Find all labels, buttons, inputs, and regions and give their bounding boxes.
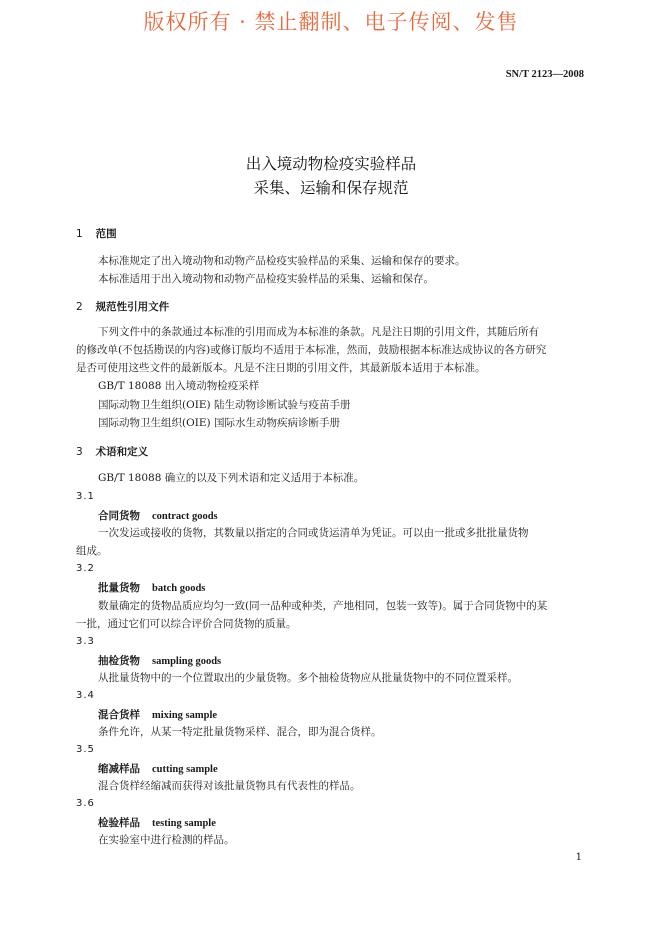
term-definition: 混合货样经缩减而获得对该批量货物具有代表性的样品。 [98,780,361,792]
term-heading [98,707,217,722]
term-english: mixing sample [152,710,218,721]
term-definition: 从批量货物中的一个位置取出的少量货物。多个抽检货物应从批量货物中的不同位置采样。 [98,672,518,684]
term-english: sampling goods [152,656,222,667]
paragraph-line: 是否可使用这些文件的最新版本。凡是不注日期的引用文件，其最新版本适用于本标准。 [76,362,486,374]
term-chinese: 检验样品 [98,817,140,829]
term-english: testing sample [152,818,216,829]
doc-title-line2: 采集、运输和保存规范 [253,179,409,197]
section-2-heading [76,299,169,314]
term-definition: 一批，通过它们可以综合评价合同货物的质量。 [76,618,297,630]
term-chinese: 缩减样品 [98,763,140,775]
watermark-banner: 版权所有 · 禁止翻制、电子传阅、发售 [143,10,519,34]
term-chinese: 批量货物 [98,582,140,594]
paragraph: 本标准规定了出入境动物和动物产品检疫实验样品的采集、运输和保存的要求。 [98,255,466,267]
term-english: batch goods [152,583,206,594]
section-title: 规范性引用文件 [95,301,170,313]
section-number: 1 [76,228,83,240]
term-number: 3.5 [76,744,95,755]
section-title: 范围 [95,228,117,240]
term-heading [98,815,216,830]
section-1-heading [76,226,117,241]
reference-item: 国际动物卫生组织(OIE) 国际水生动物疾病诊断手册 [98,417,340,429]
term-number: 3.3 [76,636,95,647]
term-number: 3.2 [76,563,95,574]
standard-number [506,69,584,80]
paragraph: GB/T 18088 确立的以及下列术语和定义适用于本标准。 [98,472,365,484]
term-english: cutting sample [152,764,218,775]
term-definition: 在实验室中进行检测的样品。 [98,834,235,846]
section-number: 2 [76,301,83,313]
paragraph: 本标准适用于出入境动物和动物产品检疫实验样品的采集、运输和保存。 [98,273,434,285]
doc-title-line1: 出入境动物检疫实验样品 [245,155,417,173]
term-english: contract goods [152,511,218,522]
term-definition: 条件允许，从某一特定批量货物采样、混合，即为混合货样。 [98,726,382,738]
term-chinese: 混合货样 [98,709,140,721]
section-title: 术语和定义 [95,446,149,458]
standard-code: SN/T 2123—2008 [505,69,584,80]
section-number: 3 [76,446,83,458]
reference-item: 国际动物卫生组织(OIE) 陆生动物诊断试验与疫苗手册 [98,399,351,411]
term-number: 3.1 [76,491,95,502]
paragraph-line: 的修改单(不包括勘误的内容)或修订版均不适用于本标准，然而，鼓励根据本标准达成协议的各方研究 [76,344,547,356]
term-heading [98,653,221,668]
section-3-heading [76,444,148,459]
term-heading [98,761,218,776]
reference-item: GB/T 18088 出入境动物检疫采样 [98,380,260,392]
paragraph-line: 下列文件中的条款通过本标准的引用而成为本标准的条款。凡是注日期的引用文件，其随后所有 [98,326,539,338]
term-heading [98,580,205,595]
page-number: 1 [575,852,582,863]
term-number: 3.6 [76,798,95,809]
term-definition: 数量确定的货物品质应均匀一致(同一品种或种类，产地相同，包装一致等)。属于合同货物中的某 [98,600,548,612]
term-number: 3.4 [76,690,95,701]
term-heading [98,508,218,523]
term-definition: 一次发运或接收的货物，其数量以指定的合同或货运清单为凭证。可以由一批或多批批量货物 [98,527,529,539]
term-definition: 组成。 [76,545,108,557]
term-chinese: 抽检货物 [98,655,140,667]
term-chinese: 合同货物 [98,510,140,522]
